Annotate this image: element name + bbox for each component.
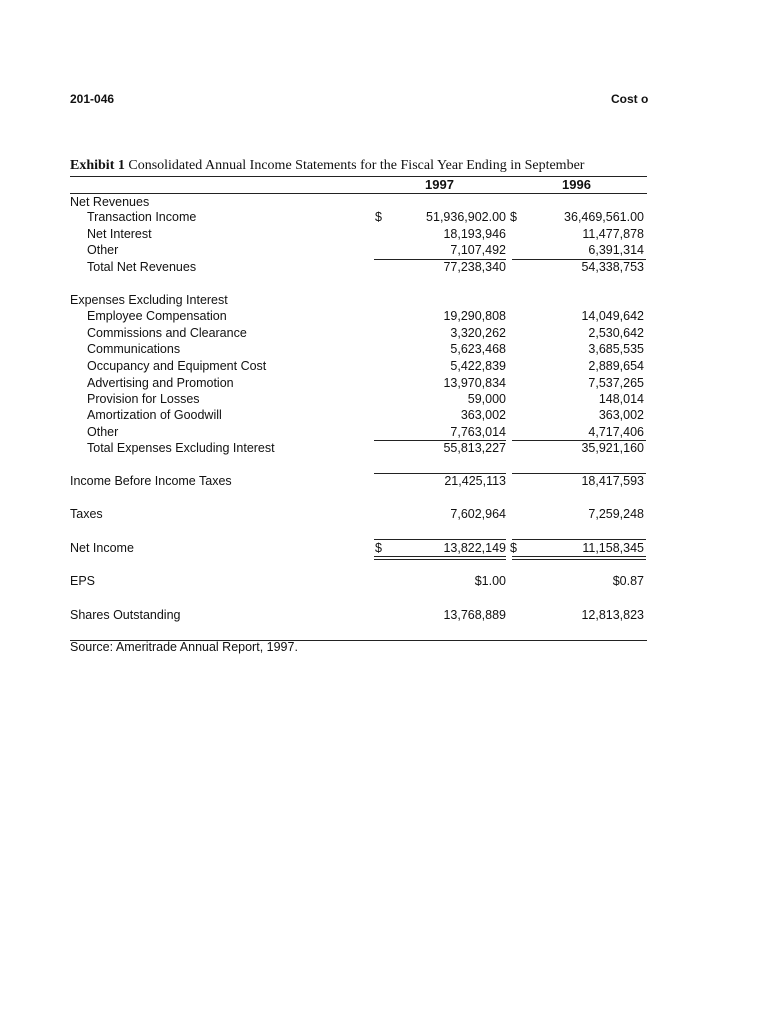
exhibit-title bbox=[70, 158, 670, 174]
value-1997: $1.00 bbox=[474, 574, 506, 588]
net-income-double-rule-a-1997 bbox=[374, 556, 506, 557]
value-1997: 19,290,808 bbox=[443, 309, 506, 323]
row-label: Employee Compensation bbox=[87, 309, 227, 323]
table-top-rule bbox=[70, 176, 647, 177]
revenues-subtotal-rule-1997 bbox=[374, 259, 506, 260]
table-row bbox=[0, 440, 768, 456]
value-1996: 36,469,561.00 bbox=[564, 210, 644, 224]
value-1997: 5,623,468 bbox=[450, 342, 506, 356]
table-row bbox=[0, 375, 768, 391]
net-income-top-rule-1996 bbox=[512, 539, 646, 540]
table-row bbox=[0, 325, 768, 341]
value-1996: $0.87 bbox=[612, 574, 644, 588]
expenses-subtotal-rule-1996 bbox=[512, 440, 646, 441]
value-1997: 7,602,964 bbox=[450, 507, 506, 521]
table-row bbox=[0, 540, 768, 556]
table-row bbox=[0, 292, 768, 308]
row-label: Other bbox=[87, 243, 119, 257]
value-1996: 6,391,314 bbox=[588, 243, 644, 257]
row-label: Net Interest bbox=[87, 227, 152, 241]
row-label: Expenses Excluding Interest bbox=[70, 293, 228, 307]
row-label: Total Expenses Excluding Interest bbox=[87, 441, 275, 455]
value-1997: 77,238,340 bbox=[443, 260, 506, 274]
revenues-subtotal-rule-1996 bbox=[512, 259, 646, 260]
value-1997: 7,763,014 bbox=[450, 425, 506, 439]
value-1996: 18,417,593 bbox=[581, 474, 644, 488]
value-1997: 5,422,839 bbox=[450, 359, 506, 373]
net-income-double-rule-b-1996 bbox=[512, 559, 646, 560]
row-label: Communications bbox=[87, 342, 181, 356]
expenses-subtotal-rule-1997 bbox=[374, 440, 506, 441]
row-label: Transaction Income bbox=[87, 210, 197, 224]
net-income-top-rule-1997 bbox=[374, 539, 506, 540]
value-1996: 11,477,878 bbox=[582, 227, 644, 241]
row-label: Provision for Losses bbox=[87, 392, 200, 406]
value-1997: 3,320,262 bbox=[450, 326, 506, 340]
row-label: Commissions and Clearance bbox=[87, 326, 247, 340]
value-1996: 54,338,753 bbox=[581, 260, 644, 274]
table-row bbox=[0, 242, 768, 258]
table-row bbox=[0, 259, 768, 275]
currency-symbol-1997: $ bbox=[375, 541, 382, 555]
net-income-double-rule-b-1997 bbox=[374, 559, 506, 560]
value-1996: 11,158,345 bbox=[582, 541, 644, 555]
value-1997: 55,813,227 bbox=[443, 441, 506, 455]
value-1996: 4,717,406 bbox=[588, 425, 644, 439]
value-1997: 7,107,492 bbox=[450, 243, 506, 257]
row-label: Net Income bbox=[70, 541, 134, 555]
table-row bbox=[0, 573, 768, 589]
row-label: Total Net Revenues bbox=[87, 260, 197, 274]
table-row bbox=[0, 358, 768, 374]
value-1997: 59,000 bbox=[467, 392, 506, 406]
value-1996: 3,685,535 bbox=[588, 342, 644, 356]
value-1996: 7,259,248 bbox=[588, 507, 644, 521]
source-note: Source: Ameritrade Annual Report, 1997. bbox=[70, 640, 298, 654]
currency-symbol-1996: $ bbox=[510, 541, 517, 555]
net-income-double-rule-a-1996 bbox=[512, 556, 646, 557]
currency-symbol-1997: $ bbox=[375, 210, 382, 224]
value-1997: 51,936,902.00 bbox=[426, 210, 506, 224]
table-row bbox=[0, 209, 768, 225]
row-label: EPS bbox=[70, 574, 96, 588]
table-row bbox=[0, 194, 768, 210]
column-header-1997: 1997 bbox=[425, 177, 454, 192]
value-1996: 2,530,642 bbox=[588, 326, 644, 340]
row-label: Advertising and Promotion bbox=[87, 376, 234, 390]
document-code: 201-046 bbox=[70, 92, 115, 106]
value-1996: 12,813,823 bbox=[581, 608, 644, 622]
row-label: Occupancy and Equipment Cost bbox=[87, 359, 267, 373]
value-1997: 18,193,946 bbox=[443, 227, 506, 241]
value-1996: 363,002 bbox=[598, 408, 644, 422]
value-1996: 35,921,160 bbox=[581, 441, 644, 455]
table-row bbox=[0, 341, 768, 357]
table-row bbox=[0, 308, 768, 324]
value-1997: 13,970,834 bbox=[443, 376, 506, 390]
row-label: Other bbox=[87, 425, 119, 439]
value-1997: 363,002 bbox=[460, 408, 506, 422]
value-1996: 7,537,265 bbox=[588, 376, 644, 390]
table-row bbox=[0, 506, 768, 522]
value-1996: 14,049,642 bbox=[581, 309, 644, 323]
table-row bbox=[0, 391, 768, 407]
row-label: Income Before Income Taxes bbox=[70, 474, 232, 488]
pretax-rule-1997 bbox=[374, 473, 506, 474]
row-label: Taxes bbox=[70, 507, 103, 521]
table-row bbox=[0, 424, 768, 440]
exhibit-label: Exhibit 1 bbox=[70, 158, 125, 173]
value-1997: 13,768,889 bbox=[443, 608, 506, 622]
row-label: Net Revenues bbox=[70, 195, 150, 209]
table-row bbox=[0, 473, 768, 489]
value-1996: 148,014 bbox=[598, 392, 644, 406]
row-label: Amortization of Goodwill bbox=[87, 408, 222, 422]
exhibit-description: Consolidated Annual Income Statements for the Fiscal Year Ending in September bbox=[128, 158, 585, 173]
table-row bbox=[0, 407, 768, 423]
pretax-rule-1996 bbox=[512, 473, 646, 474]
page-header-right: Cost o bbox=[611, 92, 649, 106]
value-1996: 2,889,654 bbox=[588, 359, 644, 373]
table-row bbox=[0, 226, 768, 242]
value-1997: 13,822,149 bbox=[443, 541, 506, 555]
value-1997: 21,425,113 bbox=[444, 474, 506, 488]
table-row bbox=[0, 607, 768, 623]
currency-symbol-1996: $ bbox=[510, 210, 517, 224]
column-header-1996: 1996 bbox=[562, 177, 591, 192]
row-label: Shares Outstanding bbox=[70, 608, 181, 622]
